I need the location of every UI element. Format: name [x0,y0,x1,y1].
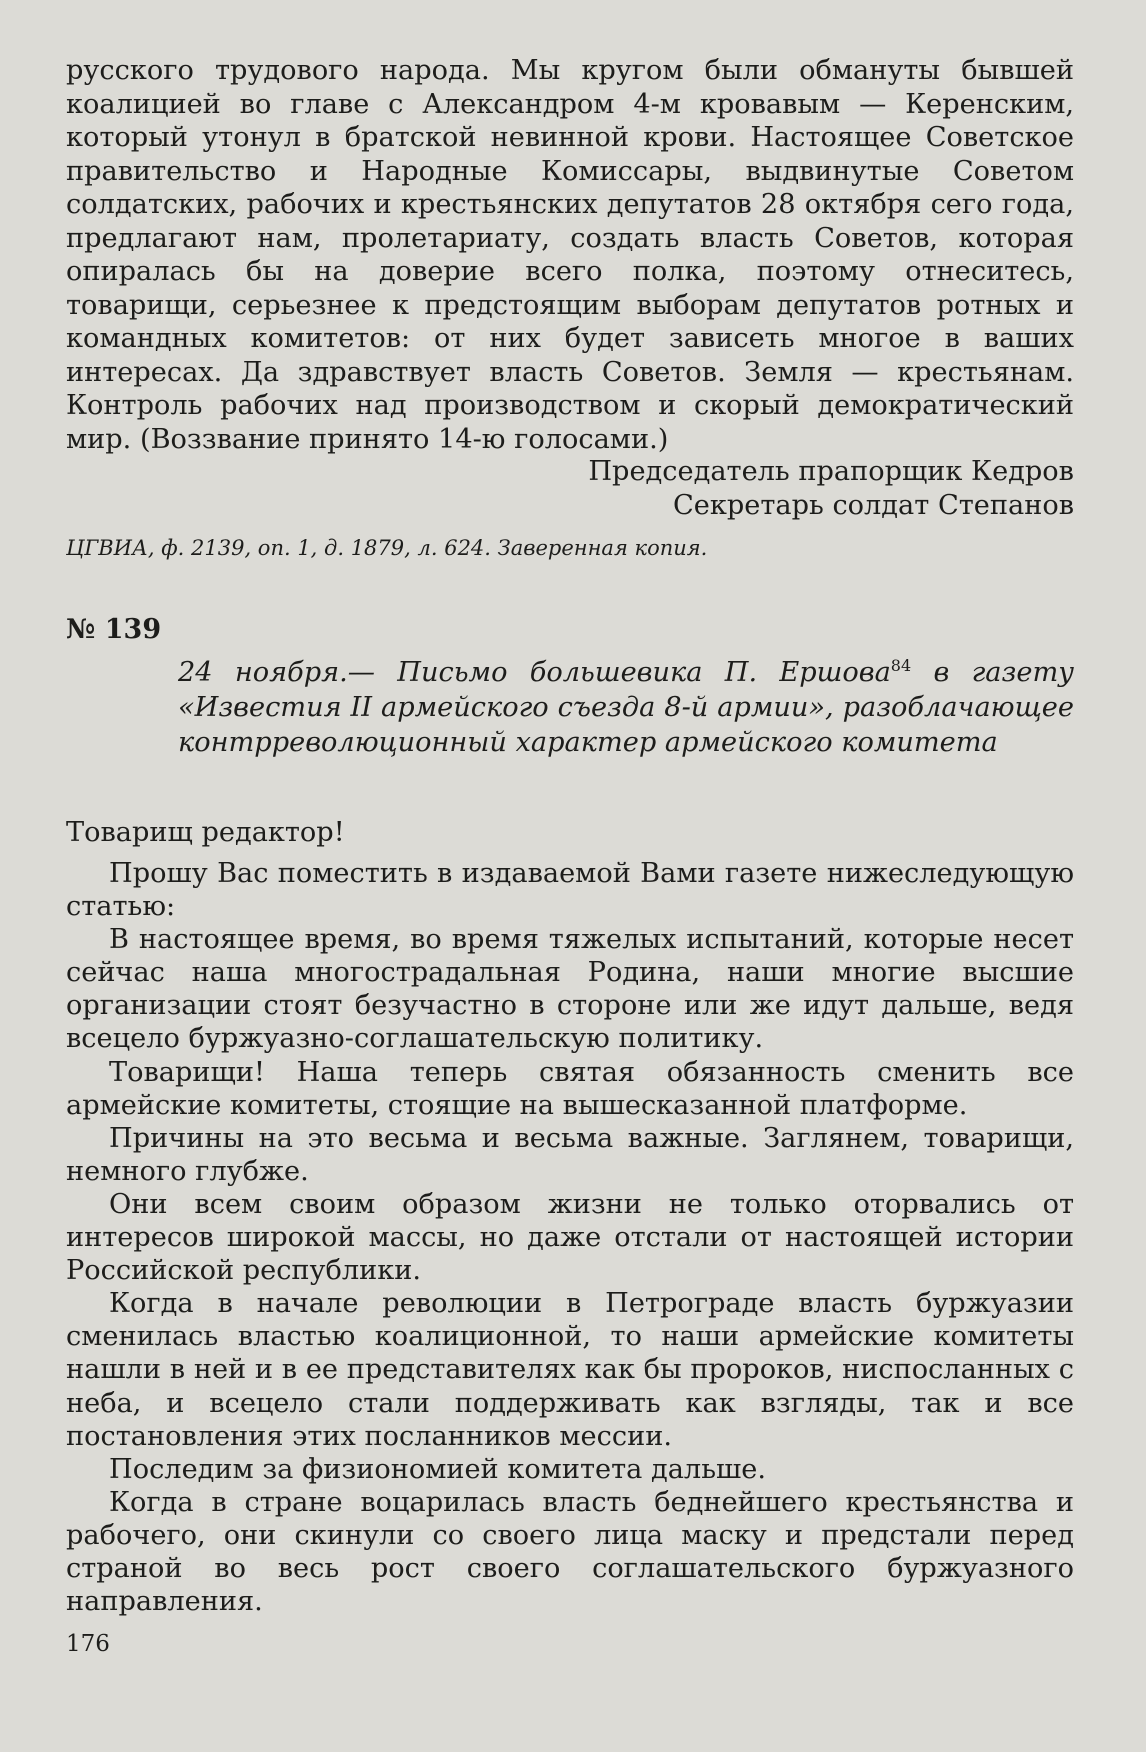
footnote-reference: 84 [890,656,912,675]
document-number: № 139 [66,614,162,645]
body-paragraph: Когда в начале революции в Петрограде власть буржуазии сменилась властью коалиционной, то наши армейские комитеты нашли в ней и в ее представителях как бы пророков, ниспосланных с неба, и всецело стали поддерживать как взгляды, так и все постановления этих посланников мессии. [66,1288,1074,1452]
body-paragraph: Прошу Вас поместить в издаваемой Вами газете нижеследующую статью: [66,858,1074,923]
body-paragraph: Они всем своим образом жизни не только оторвались от интересов широкой массы, но даже отстали от настоящей истории Российской республики. [66,1188,1074,1287]
signature-secretary: Секретарь солдат Степанов [672,490,1074,521]
letter-greeting: Товарищ редактор! [66,817,345,848]
body-paragraph: В настоящее время, во время тяжелых испытаний, которые несет сейчас наша многострадальная Родина, наши многие высшие организации стоят безучастно в стороне или же идут дальше, ведя всецело буржуазно-соглашательскую политику. [66,924,1074,1055]
document-heading [178,648,1074,760]
letter-body [66,857,1074,1618]
heading-rest: в газету «Известия II армейского съезда 8-й армии», разоблачающее контрреволюционный характер армейского комитета [178,657,1074,759]
heading-main: 24 ноября.— Письмо большевика П. Ершова [178,657,891,689]
body-paragraph: Последим за физиономией комитета дальше. [109,1453,767,1485]
body-paragraph: Товарищи! Наша теперь святая обязанность сменить все армейские комитеты, стоящие на вышесказанной платформе. [66,1056,1074,1121]
signature-chairman: Председатель прапорщик Кедров [588,456,1074,487]
page-number: 176 [66,1631,110,1657]
top-paragraph: русского трудового народа. Мы кругом были обмануты бывшей коалицией во главе с Александром 4-м кровавым — Керенским, который утонул в братской невинной крови. Настоящее Советское правительство и Народные Комиссары, выдвинутые Советом солдатских, рабочих и крестьянских депутатов 28 октября сего года, предлагают нам, пролетариату, создать власть Советов, которая опиралась бы на доверие всего полка, поэтому отнеситесь, товарищи, серьезнее к предстоящим выборам депутатов ротных и командных комитетов: от них будет зависеть многое в ваших интересах. Да здравствует власть Советов. Земля — крестьянам. Контроль рабочих над производством и скорый демократический мир. (Воззвание принято 14-ю голосами.) [66,55,1074,455]
archive-reference: ЦГВИА, ф. 2139, оп. 1, д. 1879, л. 624. Заверенная копия. [66,536,708,560]
body-paragraph: Когда в стране воцарилась власть беднейшего крестьянства и рабочего, они скинули со своего лица маску и предстали перед страной во весь рост своего соглашательского буржуазного направления. [66,1486,1074,1618]
body-paragraph: Причины на это весьма и весьма важные. Заглянем, товарищи, немного глубже. [66,1122,1074,1187]
